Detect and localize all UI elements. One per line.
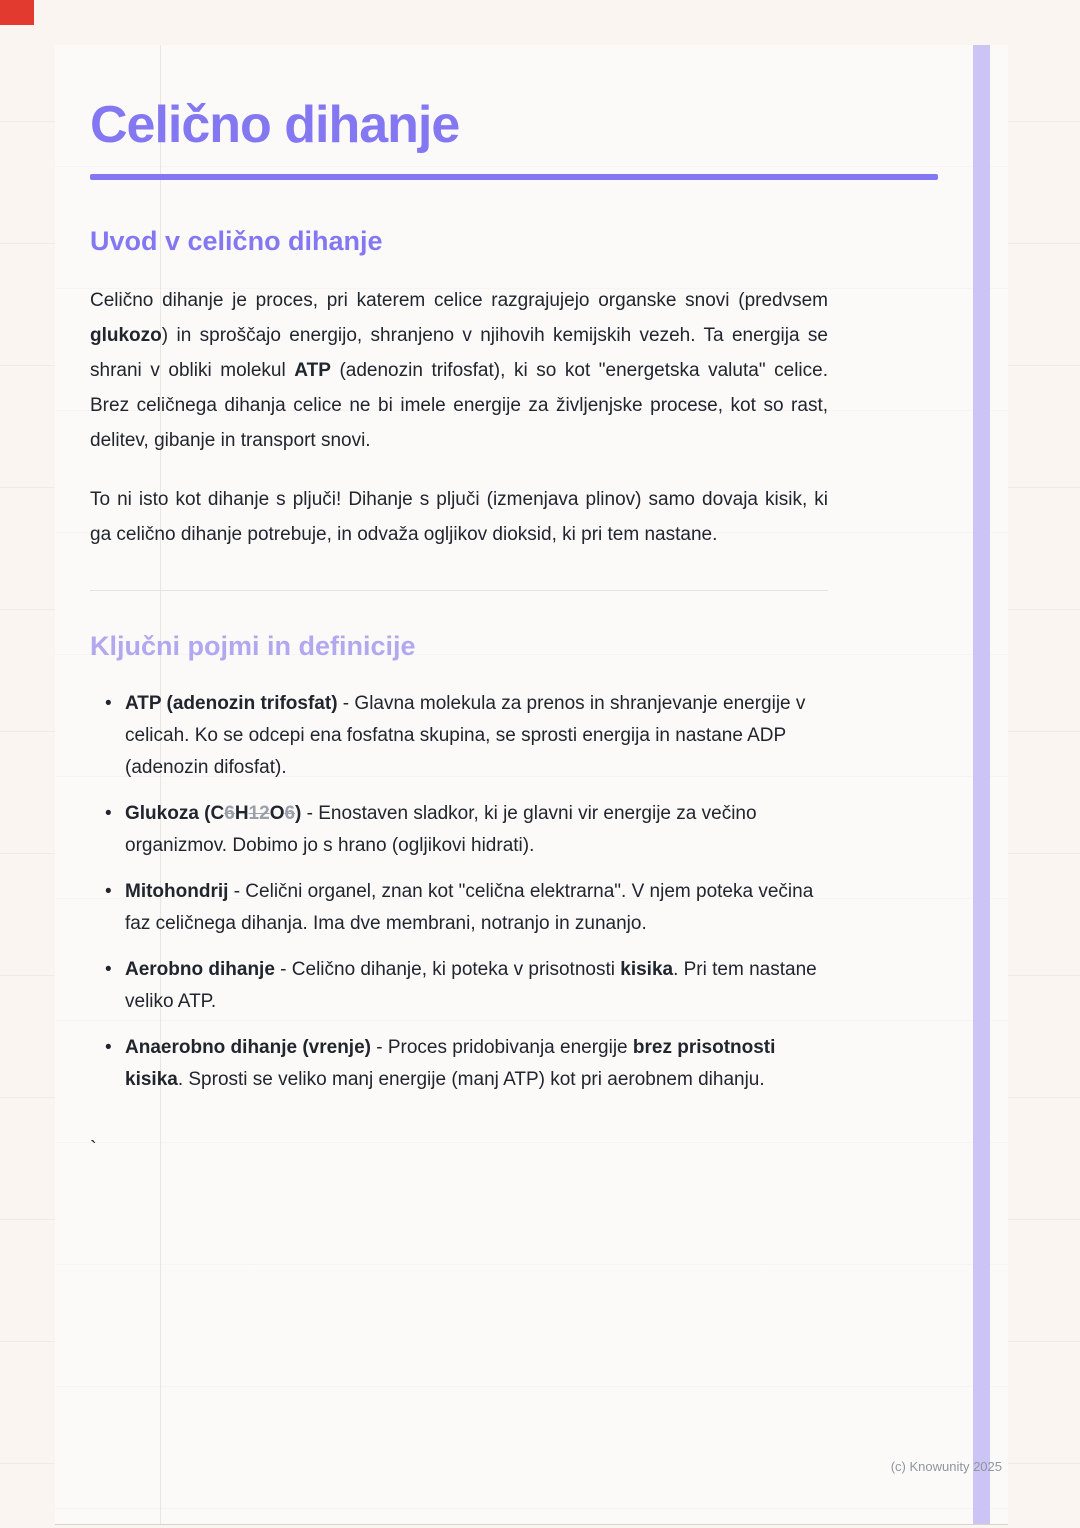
section-heading-pojmi: Ključni pojmi in definicije (90, 631, 416, 662)
list-item-aerobno: • Aerobno dihanje - Celično dihanje, ki poteka v prisotnosti kisika. Pri tem nastane veliko ATP. (103, 954, 828, 1018)
stray-backtick: ` (90, 1138, 97, 1161)
list-item-atp: • ATP (adenozin trifosfat) - Glavna molekula za prenos in shranjevanje energije v celicah. Ko se odcepi ena fosfatna skupina, se sprosti energija in nastane ADP (adenozin difosfat). (103, 688, 828, 784)
list-item-anaerobno: • Anaerobno dihanje (vrenje) - Proces pridobivanja energije brez prisotnosti kisika. Sprosti se veliko manj energije (manj ATP) kot pri aerobnem dihanju. (103, 1032, 828, 1096)
intro-paragraph-1: Celično dihanje je proces, pri katerem celice razgrajujejo organske snovi (predvsem glukozo) in sproščajo energijo, shranjeno v njihovih kemijskih vezeh. Ta energija se shrani v obliki molekul ATP (adenozin trifosfat), ki so kot "energetska valuta" celice. Brez celičnega dihanja celice ne bi imele energije za življenjske procese, kot so rast, delitev, gibanje in transport snovi. (90, 290, 828, 452)
section-divider (90, 590, 828, 591)
footer-copyright: (c) Knowunity 2025 (890, 1459, 1002, 1474)
document-sheet (55, 45, 1008, 1525)
list-item-glukoza: • Glukoza (C6H12O6) - Enostaven sladkor, ki je glavni vir energije za večino organizmov. Dobimo jo s hrano (ogljikovi hidrati). (103, 798, 828, 862)
section-heading-uvod: Uvod v celično dihanje (90, 226, 383, 257)
intro-paragraph-2: To ni isto kot dihanje s pljuči! Dihanje s pljuči (izmenjava plinov) samo dovaja kisik, ki ga celično dihanje potrebuje, in odvaža ogljikov dioksid, ki pri tem nastane. (90, 489, 828, 546)
right-accent-strip (973, 45, 990, 1524)
document-content (90, 45, 828, 1160)
page-title: Celično dihanje (90, 96, 460, 154)
list-item-mitohondrij: • Mitohondrij - Celični organel, znan kot "celična elektrarna". V njem poteka večina faz celičnega dihanja. Ima dve membrani, notranjo in zunanjo. (103, 876, 828, 940)
corner-marker (0, 0, 34, 25)
title-underline-rule (90, 174, 938, 180)
key-terms-list (103, 688, 828, 1096)
